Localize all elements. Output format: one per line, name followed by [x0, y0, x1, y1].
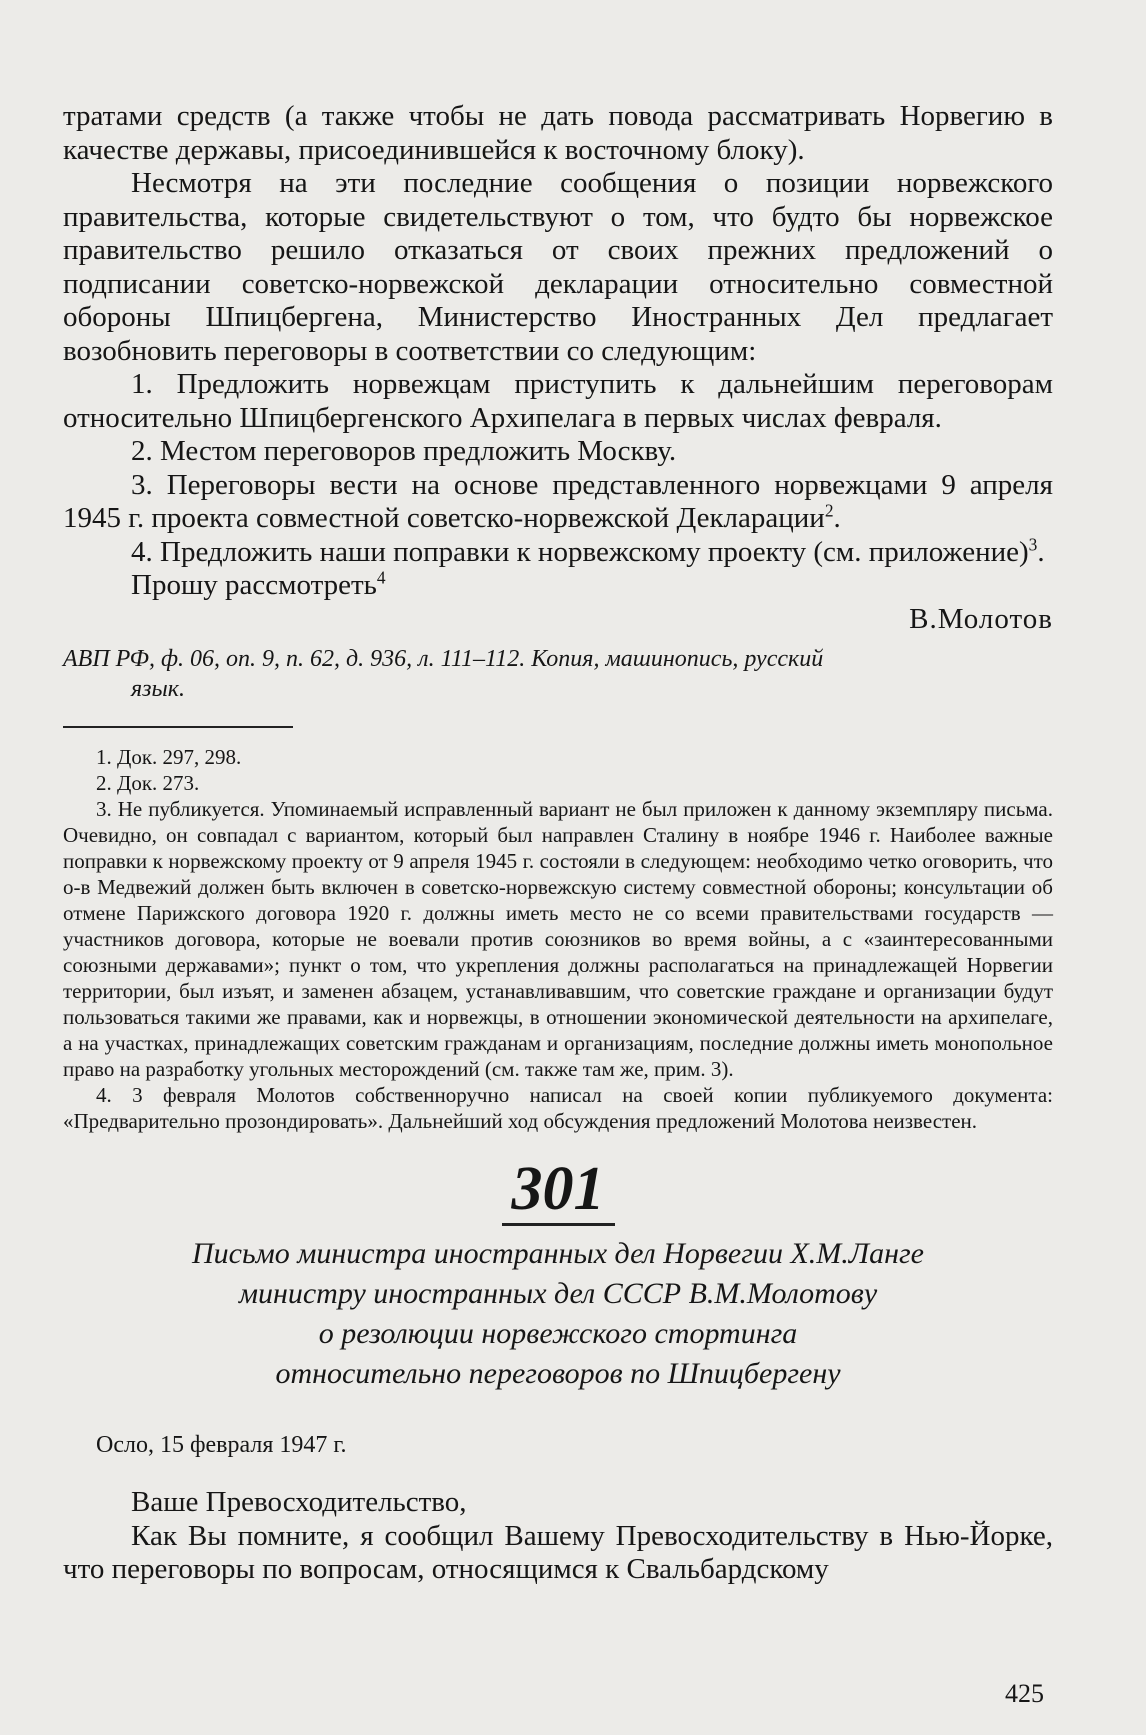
list-item-2: 2. Местом переговоров предложить Москву. — [131, 435, 677, 467]
document-title-line-4: относительно переговоров по Шпицбергену — [275, 1357, 841, 1390]
footnote-1: 1. Док. 297, 298. — [96, 745, 242, 769]
salutation: Ваше Превосходительство, — [131, 1486, 467, 1518]
request-line: Прошу рассмотреть$^4$ — [131, 567, 386, 601]
archive-source-line-1: АВП РФ, ф. 06, оп. 9, п. 62, д. 936, л. 111–112. Копия, машинопись, русский — [63, 646, 824, 672]
archive-source-line-2: язык. — [131, 676, 185, 702]
footnote-ref-4: 4 — [376, 567, 386, 588]
paragraph-1: тратами средств (а также чтобы не дать повода рассматривать Норвегию в качестве державы, присоединившейся к восточному блоку). — [63, 100, 1053, 166]
text-column — [63, 100, 1053, 1587]
footnote-3: 3. Не публикуется. Упоминаемый исправленный вариант не был приложен к данному экземпляру письма. Очевидно, он совпадал с вариантом, который был направлен Сталину в ноябре 1946 г. Наиболее важные поправки к норвежскому проекту от 9 апреля 1945 г. состояли в следующем: необходимо четко оговорить, что о-в Медвежий должен быть включен в советско-норвежскую систему совместной обороны; консультации об отмене Парижского договора 1920 г. должны иметь место не со всеми правительствами государств — участников договора, которые не воевали против союзников во время войны, а с «заинтересованными союзными державами»; пункт о том, что укрепления должны располагаться на принадлежащей Норвегии территории, был изъят, и заменен абзацем, устанавливавшим, что советские граждане и организации будут пользоваться такими же правами, как и норвежцы, в отношении экономической деятельности на архипелаге, а на участках, принадлежащих советским гражданам и организациям, последние должны иметь монопольное право на разработку угольных месторождений (см. также там же, прим. 3). — [63, 797, 1053, 1081]
footnote-ref-3: 3 — [1028, 533, 1038, 554]
footnote-4: 4. 3 февраля Молотов собственноручно написал на своей копии публикуемого документа: «Предварительно прозондировать». Дальнейший ход обсуждения предложений Молотова неизвестен. — [63, 1083, 1053, 1133]
letter-301-body — [63, 1486, 1053, 1587]
page-number: 425 — [1005, 1679, 1044, 1708]
footnote-2: 2. Док. 273. — [96, 771, 200, 795]
document-number: 301 — [63, 1154, 1053, 1224]
letter-body — [63, 100, 1053, 603]
list-item-4: 4. Предложить наши поправки к норвежскому проекту (см. приложение)$^3$. — [131, 533, 1045, 568]
place-date: Осло, 15 февраля 1947 г. — [96, 1432, 347, 1458]
archive-source — [63, 644, 1053, 704]
footnotes — [63, 744, 1053, 1134]
document-title-line-3: о резолюции норвежского стортинга — [318, 1317, 798, 1350]
list-item-3: 3. Переговоры вести на основе представленного норвежцами 9 апреля 1945 г. проекта совместной советско-норвежской Декларации$^2$. — [63, 468, 1053, 534]
list-item-1: 1. Предложить норвежцам приступить к дальнейшим переговорам относительно Шпицбергенского Архипелага в первых числах февраля. — [63, 368, 1053, 434]
paragraph-2: Несмотря на эти последние сообщения о позиции норвежского правительства, которые свидетельствуют о том, что будто бы норвежское правительство решило отказаться от своих прежних предложений о подписании советско-норвежской декларации относительно совместной обороны Шпицбергена, Министерство Иностранных Дел предлагает возобновить переговоры в соответствии со следующим: — [63, 167, 1053, 367]
opening-paragraph: Как Вы помните, я сообщил Вашему Превосходительству в Нью-Йорке, что переговоры по вопросам, относящимся к Свальбардскому — [63, 1519, 1053, 1585]
document-title-line-1: Письмо министра иностранных дел Норвегии Х.М.Ланге — [192, 1237, 924, 1270]
document-title-line-2: министру иностранных дел СССР В.М.Молотову — [238, 1277, 878, 1310]
footnote-divider — [63, 726, 293, 728]
footnote-ref-2: 2 — [824, 500, 834, 521]
signature: В.Молотов — [909, 602, 1053, 635]
